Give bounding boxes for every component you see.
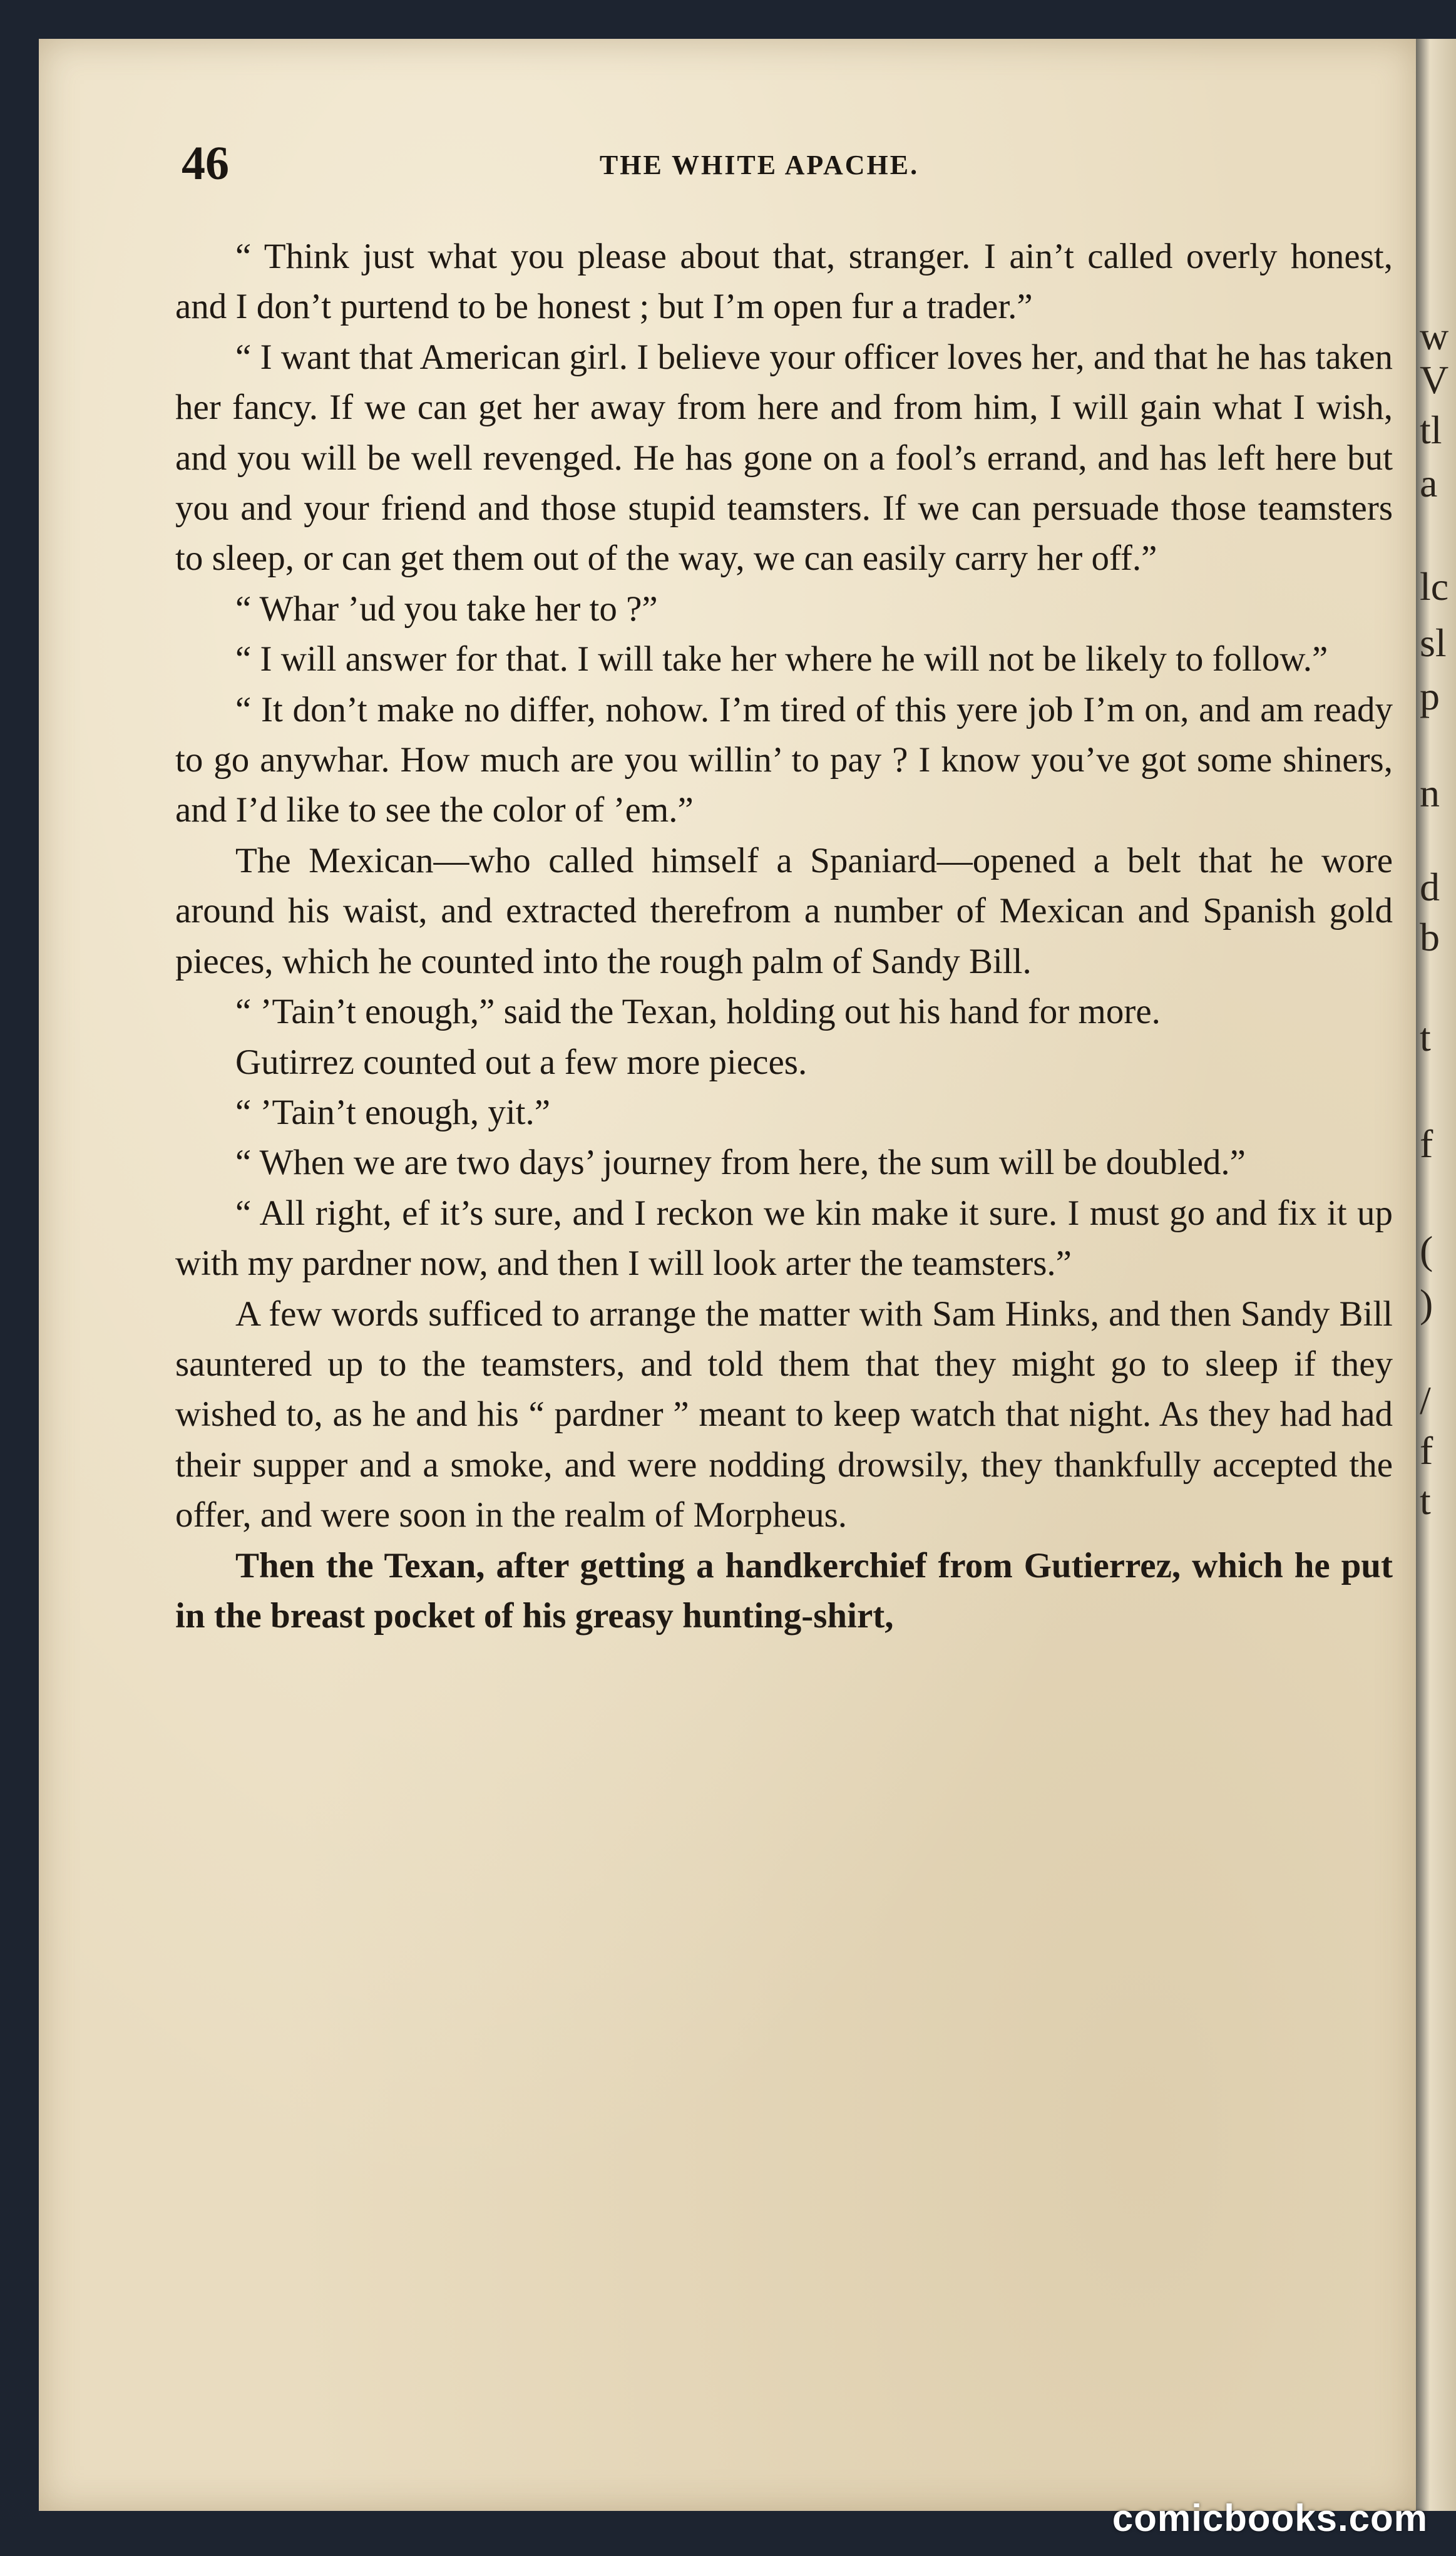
- paragraph: “ All right, ef it’s sure, and I reckon we kin make it sure. I must go and fix it up with my pardner now, and then I will look arter the teamsters.”: [175, 1193, 1393, 1284]
- edge-letter: tl: [1420, 408, 1442, 452]
- watermark: comicbooks.com: [1112, 2497, 1428, 2539]
- paragraph: “ ’Tain’t enough, yit.”: [235, 1092, 551, 1132]
- edge-letter: p: [1420, 674, 1440, 718]
- edge-letter: /: [1420, 1378, 1431, 1423]
- edge-letter: ): [1420, 1281, 1433, 1326]
- running-head: THE WHITE APACHE.: [599, 150, 920, 180]
- paragraph: “ I will answer for that. I will take her where he will not be likely to follow.”: [235, 639, 1328, 679]
- paragraph: “ It don’t make no differ, nohow. I’m tired of this yere job I’m on, and am ready to go anywhar. How much are you willin’ to pay ? I know you’ve got some shiners, and I’d like to see the color of ’em.”: [175, 689, 1393, 830]
- edge-letter: a: [1420, 461, 1438, 505]
- page-number: 46: [182, 137, 229, 190]
- paragraph: “ I want that American girl. I believe your officer loves her, and that he has taken her fancy. If we can get her away from here and from him, I will gain what I wish, and you will be well revenged. He has gone on a fool’s errand, and has left here but you and your friend and those stupid teamsters. If we can persuade those teamsters to sleep, or can get them out of the way, we can easily carry her off.”: [175, 337, 1393, 579]
- paragraph: Gutirrez counted out a few more pieces.: [235, 1042, 807, 1082]
- edge-letter: t: [1420, 1015, 1431, 1059]
- edge-letter: w: [1420, 314, 1449, 358]
- edge-letter: t: [1420, 1478, 1431, 1523]
- paragraph: Then the Texan, after getting a handkerchief from Gutierrez, which he put in the breast pocket of his greasy hunting-shirt,: [175, 1545, 1393, 1636]
- paragraph: “ ’Tain’t enough,” said the Texan, holding out his hand for more.: [235, 992, 1161, 1032]
- edge-letter: f: [1420, 1121, 1433, 1166]
- paragraph: The Mexican—who called himself a Spaniard—opened a belt that he wore around his waist, and extracted therefrom a number of Mexican and Spanish gold pieces, which he counted into the rough palm of Sandy Bill.: [175, 840, 1393, 981]
- paragraph: “ Whar ’ud you take her to ?”: [235, 589, 658, 629]
- edge-letter: n: [1420, 771, 1440, 815]
- paragraph: “ Think just what you please about that, stranger. I ain’t called overly honest, and I don’t purtend to be honest ; but I’m open fur a trader.”: [175, 237, 1393, 327]
- page-header: [136, 137, 1382, 193]
- edge-letter: f: [1420, 1428, 1433, 1473]
- edge-letter: lc: [1420, 564, 1449, 609]
- edge-letter: (: [1420, 1228, 1433, 1272]
- edge-letter: sl: [1420, 621, 1447, 665]
- body-text: [175, 232, 1393, 1641]
- edge-letter: d: [1420, 865, 1440, 909]
- facing-page-letters: [1420, 313, 1456, 2192]
- edge-letter: b: [1420, 915, 1440, 959]
- paragraph: A few words sufficed to arrange the matter with Sam Hinks, and then Sandy Bill sauntered up to the teamsters, and told them that they might go to sleep if they wished to, as he and his “ pardner ” meant to keep watch that night. As they had had their supper and a smoke, and were nodding drowsily, they thankfully accepted the offer, and were soon in the realm of Morpheus.: [175, 1294, 1393, 1535]
- edge-letter: V: [1420, 358, 1449, 402]
- paragraph: “ When we are two days’ journey from here, the sum will be doubled.”: [235, 1143, 1246, 1183]
